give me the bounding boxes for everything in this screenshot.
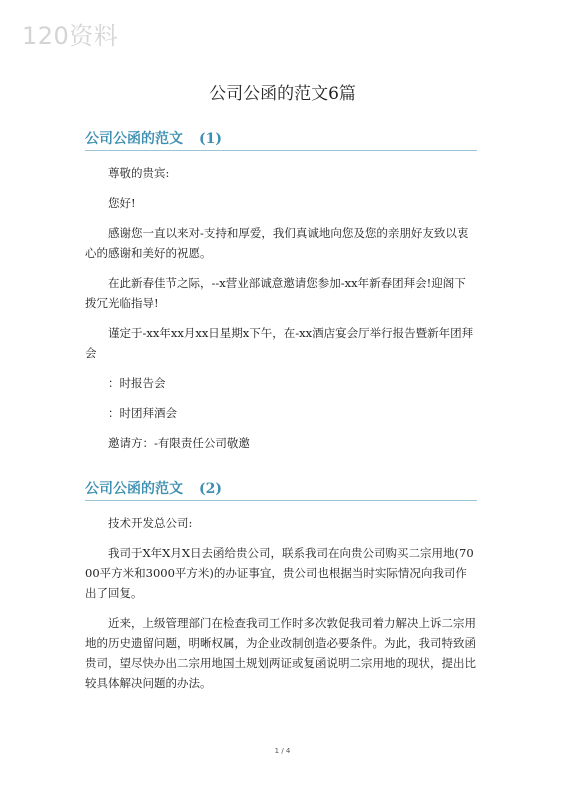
section-heading-number: (2) [199,481,222,497]
paragraph-request: 近来，上级管理部门在检查我司工作时多次敦促我司着力解决上诉二宗用地的历史遗留问题，明晰权属，为企业改制创造必要条件。为此，我司特致函贵司，望尽快办出二宗用地国土规划两证或复函说明二宗用地的现状，提出比较具体解决问题的办法。 [85,616,476,690]
section-heading-number: (1) [199,131,222,147]
section-heading-text: 公司公函的范文 [85,481,183,497]
document-title: 公司公函的范文6篇 [209,84,356,104]
paragraph-invitation: 在此新春佳节之际，--x营业部诚意邀请您参加-xx年新春团拜会!迎阁下拨冗光临指导! [85,276,466,310]
paragraph-schedule: 谨定于-xx年xx月xx日星期x下午，在-xx酒店宴会厅举行报告暨新年团拜会 [85,326,474,360]
paragraph-report-time: ：时报告会 [108,376,166,390]
section-heading-1 [85,128,477,151]
paragraph-reception-time: ：时团拜酒会 [108,406,177,420]
greeting: 您好! [108,196,136,210]
section-heading-text: 公司公函的范文 [85,131,183,147]
paragraph-signature: 邀请方：-有限责任公司敬邀 [108,436,250,450]
paragraph-thanks: 感谢您一直以来对-支持和厚爱，我们真诚地向您及您的亲朋好友致以衷心的感谢和美好的祝愿。 [85,226,469,260]
watermark-logo: 120资料 [22,22,119,50]
paragraph-background: 我司于X年X月X日去函给贵公司，联系我司在向贵公司购买二宗用地(7000平方米和3000平方米)的办证事宜，贵公司也根据当时实际情况向我司作出了回复。 [85,546,474,600]
salutation: 尊敬的贵宾: [108,166,170,180]
page-number: 1 / 4 [274,747,291,755]
paragraph-recipient: 技术开发总公司: [108,516,193,530]
section-heading-2 [85,478,477,501]
